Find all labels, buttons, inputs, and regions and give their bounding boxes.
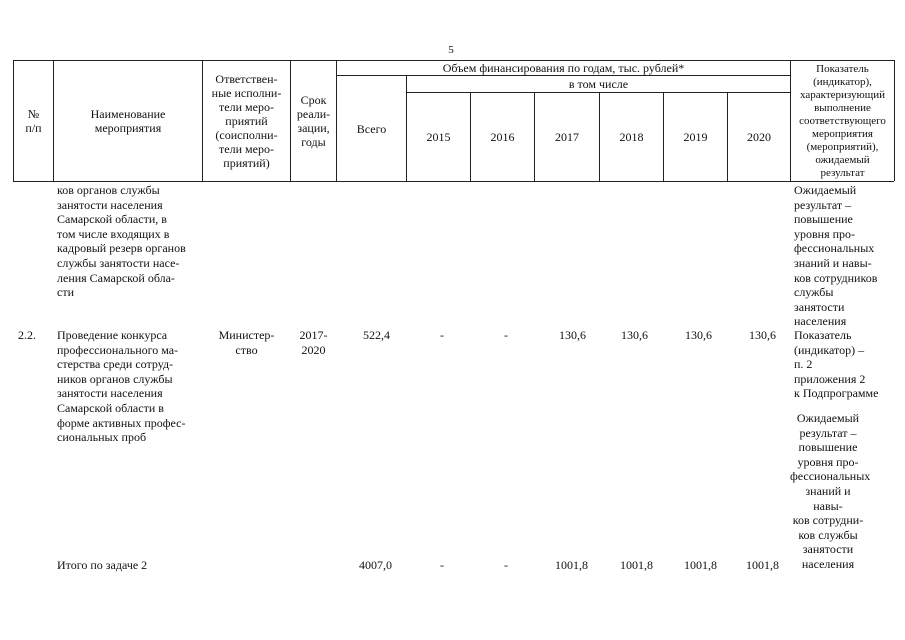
- continuation-indicator-line: фессиональных: [794, 241, 875, 256]
- row-name-line: занятости населения: [57, 386, 163, 401]
- row-term: 2017- 2020: [299, 328, 328, 357]
- row-result-line: ков службы: [798, 527, 858, 542]
- row-name-line: профессионального ма-: [57, 342, 179, 357]
- row-result-line: повышение: [798, 440, 858, 455]
- row-value-2017: 130,6: [559, 328, 586, 342]
- continuation-indicator-line: службы: [794, 285, 834, 300]
- continuation-name-line: службы занятости насе-: [57, 255, 180, 270]
- row-result-line: уровня про-: [797, 454, 859, 469]
- header-col-including: в том числе: [568, 77, 629, 91]
- continuation-indicator-line: населения: [794, 314, 847, 329]
- row-value-2020: 130,6: [749, 328, 776, 342]
- continuation-name-line: Самарской области, в: [57, 212, 167, 227]
- continuation-indicator-line: результат –: [794, 197, 852, 212]
- header-year-2017: 2017: [555, 130, 579, 144]
- row-result-line: ков сотрудни-: [792, 513, 864, 528]
- row-indicator-line: Показатель: [794, 328, 852, 342]
- continuation-indicator-line: Ожидаемый: [794, 183, 857, 197]
- row-result-line: фессиональных: [790, 469, 871, 484]
- total-row-value-2018: 1001,8: [620, 558, 653, 572]
- continuation-indicator-line: знаний и навы-: [794, 255, 872, 270]
- row-result-line: результат –: [799, 425, 857, 440]
- header-col-funding: Объем финансирования по годам, тыс. рублей*: [442, 61, 685, 75]
- header-bottom-border: [13, 181, 894, 182]
- row-indicator-line: (индикатор) –: [794, 342, 865, 357]
- total-row-value-2016: -: [504, 558, 508, 572]
- continuation-name-line: том числе входящих в: [57, 226, 170, 241]
- header-year-2018: 2018: [619, 130, 644, 144]
- continuation-indicator-line: уровня про-: [794, 226, 856, 241]
- continuation-indicator-line: занятости: [794, 299, 845, 314]
- row-indicator-line: приложения 2: [794, 371, 866, 386]
- row-responsible: Министер- ство: [218, 328, 275, 357]
- continuation-name-line: занятости населения: [57, 197, 163, 212]
- row-result-line: знаний и навы-: [805, 483, 851, 513]
- row-name-cell: [57, 328, 200, 445]
- header-col-responsible: Ответствен- ные исполни- тели меро- приятий (соисполни- тели меро- приятий): [211, 72, 282, 170]
- header-col-name: Наименование мероприятия: [90, 107, 166, 135]
- header-col-indicator: Показатель (индикатор), характеризующий выполнение соответствующего мероприятия (мероприятий), ожидаемый результат: [799, 62, 886, 179]
- row-result-line: занятости: [802, 542, 854, 557]
- page-number: 5: [448, 44, 454, 56]
- row-result-line: Ожидаемый: [796, 411, 860, 425]
- continuation-indicator-line: повышение: [794, 212, 853, 227]
- header-col-term: Срок реали- зации, годы: [296, 93, 331, 149]
- row-value-2016: -: [504, 328, 508, 342]
- header-year-2015: 2015: [426, 130, 451, 144]
- total-row-total: 4007,0: [359, 558, 392, 572]
- continuation-name-line: кадровый резерв органов: [57, 241, 186, 256]
- continuation-indicator-line: ков сотрудников: [794, 270, 878, 285]
- row-name-line: сиональных проб: [57, 430, 147, 445]
- header-col-total: Всего: [356, 121, 387, 136]
- continuation-name-cell: [57, 183, 200, 300]
- row-total: 522,4: [363, 328, 390, 342]
- row-name-line: Самарской области в: [57, 400, 164, 415]
- row-result-cell: [790, 411, 871, 572]
- total-row-value-2017: 1001,8: [555, 558, 588, 572]
- continuation-name-line: сти: [57, 285, 74, 300]
- total-row-label: Итого по задаче 2: [57, 558, 148, 572]
- header-col-number: № п/п: [25, 107, 42, 135]
- header-year-2016: 2016: [490, 130, 515, 144]
- row-number: 2.2.: [18, 328, 36, 342]
- row-name-line: ников органов службы: [57, 371, 173, 386]
- row-name-line: Проведение конкурса: [57, 328, 168, 342]
- row-value-2019: 130,6: [685, 328, 712, 342]
- row-indicator-cell: [794, 328, 894, 401]
- continuation-indicator-cell: [794, 183, 894, 329]
- row-indicator-line: к Подпрограмме: [794, 386, 879, 401]
- total-row-value-2019: 1001,8: [684, 558, 717, 572]
- total-row-value-2015: -: [440, 558, 444, 572]
- row-name-line: форме активных профес-: [57, 415, 186, 430]
- continuation-name-line: ков органов службы: [57, 183, 160, 197]
- row-value-2018: 130,6: [621, 328, 648, 342]
- row-value-2015: -: [440, 328, 444, 342]
- header-vline: [894, 60, 895, 181]
- header-year-2020: 2020: [747, 130, 771, 144]
- row-name-line: стерства среди сотруд-: [57, 357, 174, 372]
- header-year-2019: 2019: [683, 130, 708, 144]
- total-row-value-2020: 1001,8: [746, 558, 779, 572]
- continuation-name-line: ления Самарской обла-: [57, 270, 175, 285]
- row-indicator-line: п. 2: [794, 357, 813, 372]
- row-result-line: населения: [801, 556, 855, 571]
